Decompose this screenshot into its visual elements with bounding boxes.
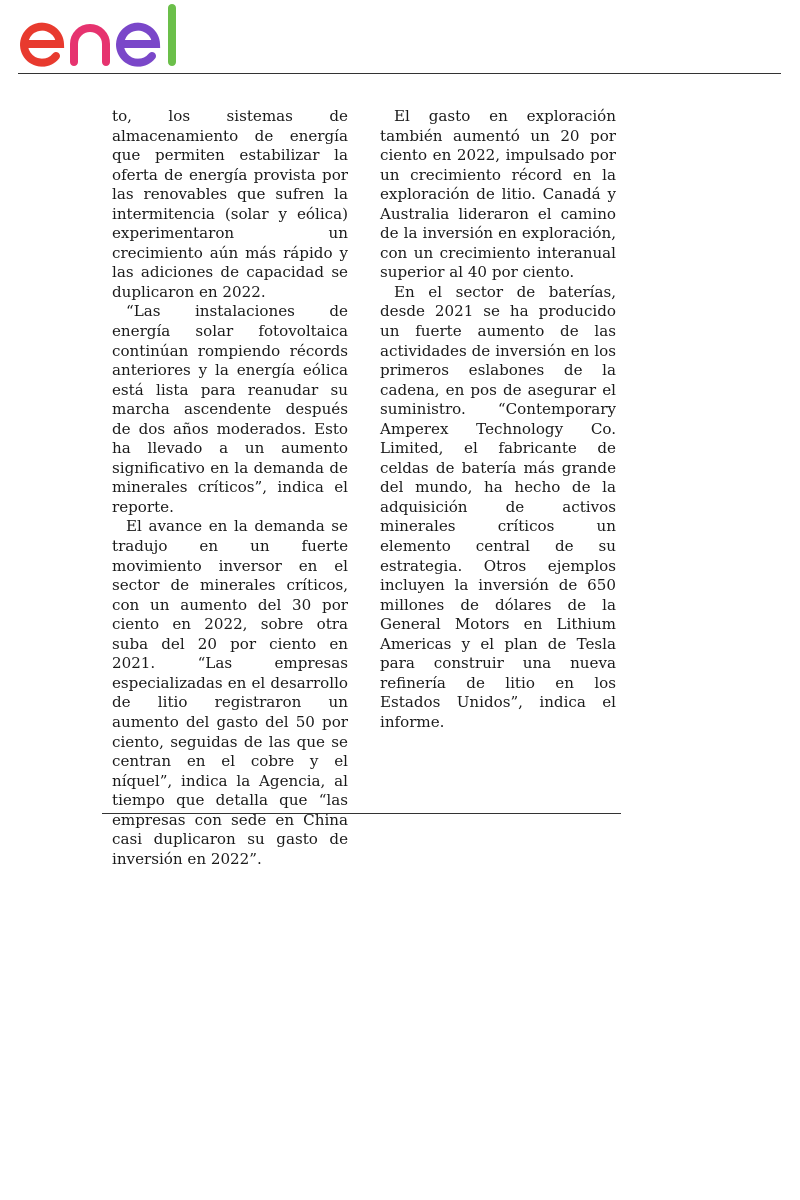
paragraph: El avance en la demanda se tradujo en un fuerte movimiento inversor en el sector de minerales críticos, con un aumento del 30 por ciento en 2022, sobre otra suba del 20 por ciento en 2021. “Las empresas especializadas en el desarrollo de litio registraron un aumento del gasto del 50 por ciento, seguidas de las que se centran en el cobre y el níquel”, indica la Agencia, al tiempo que detalla que “las empresas con sede en China casi duplicaron su gasto de inversión en 2022”.	[112, 517, 348, 868]
logo-letter-e1	[24, 27, 60, 63]
paragraph: “Las instalaciones de energía solar fotovoltaica continúan rompiendo récords anteriores y la energía eólica está lista para reanudar su marcha ascendente después de dos años moderados. Esto ha llevado a un aumento significativo en la demanda de minerales críticos”, indica el reporte.	[112, 302, 348, 516]
logo-letter-e2	[120, 27, 156, 63]
article-column-right	[380, 107, 616, 733]
enel-logo	[16, 4, 186, 68]
paragraph: El gasto en exploración también aumentó un 20 por ciento en 2022, impulsado por un crecimiento récord en la exploración de litio. Canadá y Australia lideraron el camino de la inversión en exploración, con un crecimiento interanual superior al 40 por ciento.	[380, 107, 616, 282]
header-divider	[18, 73, 781, 74]
paragraph: to, los sistemas de almacenamiento de energía que permiten estabilizar la oferta de energía provista por las renovables que sufren la intermitencia (solar y eólica) experimentaron un crecimiento aún más rápido y las adiciones de capacidad se duplicaron en 2022.	[112, 107, 348, 301]
paragraph: En el sector de baterías, desde 2021 se ha producido un fuerte aumento de las actividades de inversión en los primeros eslabones de la cadena, en pos de asegurar el suministro. “Contemporary Amperex Technology Co. Limited, el fabricante de celdas de batería más grande del mundo, ha hecho de la adquisición de activos minerales críticos un elemento central de su estrategia. Otros ejemplos incluyen la inversión de 650 millones de dólares de la General Motors en Lithium Americas y el plan de Tesla para construir una nueva refinería de litio en los Estados Unidos”, indica el informe.	[380, 282, 616, 731]
logo-letter-n	[74, 28, 106, 62]
article-column-left	[112, 107, 348, 869]
footer-divider	[102, 813, 621, 814]
